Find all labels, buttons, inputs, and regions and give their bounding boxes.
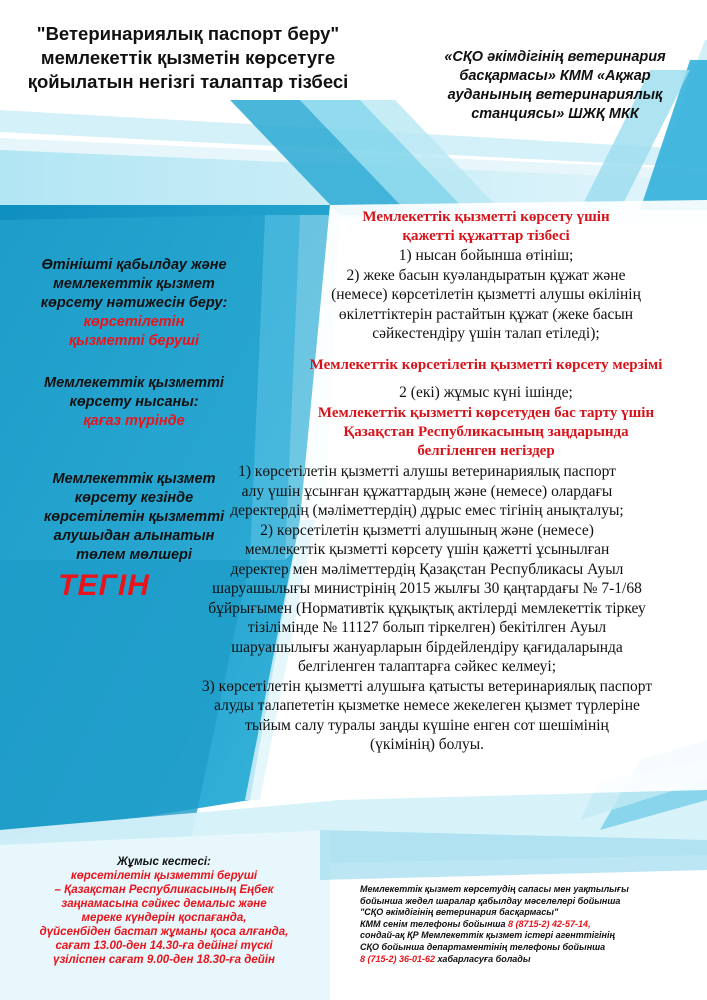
schedule-line-7: үзіліспен сағат 9.00-ден 18.30-ға дейін: [53, 954, 275, 966]
refusal-line-3: деректердің (мәліметтердің) дұрыс емес тігінің анықталуы;: [230, 502, 624, 519]
trust-phone-number: 8 (8715-2) 42-57-14,: [508, 918, 591, 929]
title-line-3: қойылатын негізгі талаптар тізбесі: [27, 71, 349, 92]
title-line-2: мемлекеттік қызметін көрсетуге: [40, 47, 336, 68]
org-line-4: станциясы» ШЖҚ МКК: [471, 106, 639, 122]
refusal-line-2: алу үшін ұсынған құжаттардың және (немесе) олардағы: [241, 482, 613, 500]
contact-line-7: [360, 954, 700, 966]
documents-heading-1: Мемлекеттік қызметті көрсету үшін: [362, 209, 610, 225]
refusal-list: [150, 462, 704, 755]
refusal-line-12: 3) көрсетілетін қызметті алушыға қатысты ветеринариялық паспорт: [201, 677, 653, 695]
contact-line-3: "СҚО әкімдігінің ветеринария басқармасы": [360, 907, 559, 918]
schedule-line-2: – Қазақстан Республикасының Еңбек: [54, 884, 274, 896]
documents-item-1: 1) нысан бойынша өтініш;: [398, 247, 574, 264]
contact-line-2: бойынша жедел шаралар қабылдау мәселелері бойынша: [360, 895, 621, 906]
refusal-line-6: деректер мен мәліметтердің Қазақстан Республикасы Ауыл: [230, 560, 624, 578]
org-line-1: «СҚО әкімдігінің ветеринария: [444, 49, 666, 65]
fee-line-4: алушыдан алынатын: [53, 528, 215, 544]
refusal-line-9: тізілімінде № 11127 болып тіркелген) бекітілген Ауыл: [247, 619, 607, 636]
department-phone-number: 8 (715-2) 36-01-62: [360, 953, 436, 964]
refusal-line-13: алуды талапететін қызметке немесе жекелеген қызмет түрлеріне: [214, 697, 640, 714]
acceptance-value-1: көрсетілетін: [83, 314, 185, 330]
form-line-1: Мемлекеттік қызметті: [44, 375, 224, 391]
refusal-line-10: шаруашылығы жануарларын бірдейлендіру қағидаларында: [231, 638, 623, 656]
term-section: [268, 356, 704, 403]
contact-line-4: [360, 919, 700, 931]
documents-section: [268, 208, 704, 344]
documents-item-2-line-3: өкілеттіктерін растайтын құжат (жеке басын: [338, 305, 634, 323]
schedule-line-3: заңнамасына сәйкес демалыс және: [61, 898, 267, 910]
term-value: 2 (екі) жұмыс күні ішінде;: [399, 384, 573, 401]
contact-line-5: сондай-ақ ҚР Мемлекеттік қызмет істері агенттігінің: [360, 930, 615, 941]
fee-line-5: төлем мөлшері: [76, 547, 192, 563]
org-line-2: басқармасы» КММ «Ақжар: [459, 68, 651, 84]
refusal-line-14: тыйым салу туралы заңды күшіне енген сот шешімінің: [245, 716, 609, 734]
acceptance-block: [6, 256, 262, 351]
page-title: [8, 22, 368, 94]
contact-line-6: СҚО бойынша департаментінің телефоны бойынша: [360, 941, 606, 952]
documents-heading-2: қажетті құжаттар тізбесі: [402, 228, 570, 244]
schedule-line-5: дүйсенбіден бастап жұманы қоса алғанда,: [39, 926, 289, 938]
acceptance-line-2: мемлекеттік қызмет: [53, 276, 215, 292]
schedule-line-1: көрсетілетін қызметті беруші: [70, 870, 258, 882]
organization-name: [410, 48, 700, 124]
schedule-title: Жұмыс кестесі:: [117, 856, 211, 868]
term-heading: Мемлекеттік көрсетілетін қызметті көрсету мерзімі: [309, 357, 663, 373]
work-schedule: [8, 855, 320, 967]
refusal-line-11: белгіленген талаптарға сәйкес келмеуі;: [297, 658, 557, 675]
acceptance-line-1: Өтінішті қабылдау және: [41, 257, 227, 273]
documents-item-2-line-1: 2) жеке басын куәландыратын құжат және: [346, 266, 626, 284]
contact-info: [360, 884, 700, 965]
form-value: қағаз түрінде: [83, 413, 185, 429]
form-line-2: көрсету нысаны:: [69, 394, 199, 410]
fee-line-2: көрсету кезінде: [74, 490, 194, 506]
refusal-heading-1: Мемлекеттік қызметті көрсетуден бас тарту үшін: [317, 405, 655, 421]
documents-item-2-line-4: сәйкестендіру үшін талап етіледі);: [372, 325, 600, 342]
refusal-line-4: 2) көрсетілетін қызметті алушының және (немесе): [260, 521, 594, 539]
refusal-section: [268, 404, 704, 461]
acceptance-value-2: қызметті беруші: [68, 333, 200, 349]
refusal-line-15: (үкімінің) болуы.: [369, 736, 484, 753]
title-line-1: "Ветеринариялық паспорт беру": [36, 23, 340, 44]
refusal-heading-3: белгіленген негіздер: [417, 443, 555, 459]
contact-line-1: Мемлекеттік қызмет көрсетудің сапасы мен уақтылығы: [360, 884, 629, 894]
schedule-line-4: мереке күндерін қоспағанда,: [81, 912, 247, 924]
fee-line-1: Мемлекеттік қызмет: [52, 471, 216, 487]
refusal-line-7: шаруашылығы министрінің 2015 жылғы 30 қаңтардағы № 7-1/68: [212, 580, 642, 597]
documents-item-2-line-2: (немесе) көрсетілетін қызметті алушы өкілінің: [331, 286, 641, 303]
schedule-line-6: сағат 13.00-ден 14.30-ға дейінгі түскі: [55, 940, 273, 952]
org-line-3: ауданының ветеринариялық: [447, 87, 663, 103]
refusal-line-5: мемлекеттік қызметті көрсету үшін қажетті ұсынылған: [244, 541, 610, 558]
fee-line-3: көрсетілетін қызметті: [43, 509, 225, 525]
contact-line-4-text: КММ сенім телефоны бойынша: [360, 918, 509, 929]
refusal-heading-2: Қазақстан Республикасының заңдарында: [343, 424, 629, 440]
acceptance-line-3: көрсету нәтижесін беру:: [40, 295, 228, 311]
form-block: [6, 374, 262, 431]
refusal-line-1: 1) көрсетілетін қызметті алушы ветеринариялық паспорт: [238, 463, 616, 480]
refusal-line-8: бұйрығымен (Нормативтік құқықтық актілерді мемлекеттік тіркеу: [208, 599, 646, 617]
contact-line-7-text: хабарласуға болады: [435, 953, 531, 964]
fee-value-free: ТЕГІН: [58, 569, 150, 602]
